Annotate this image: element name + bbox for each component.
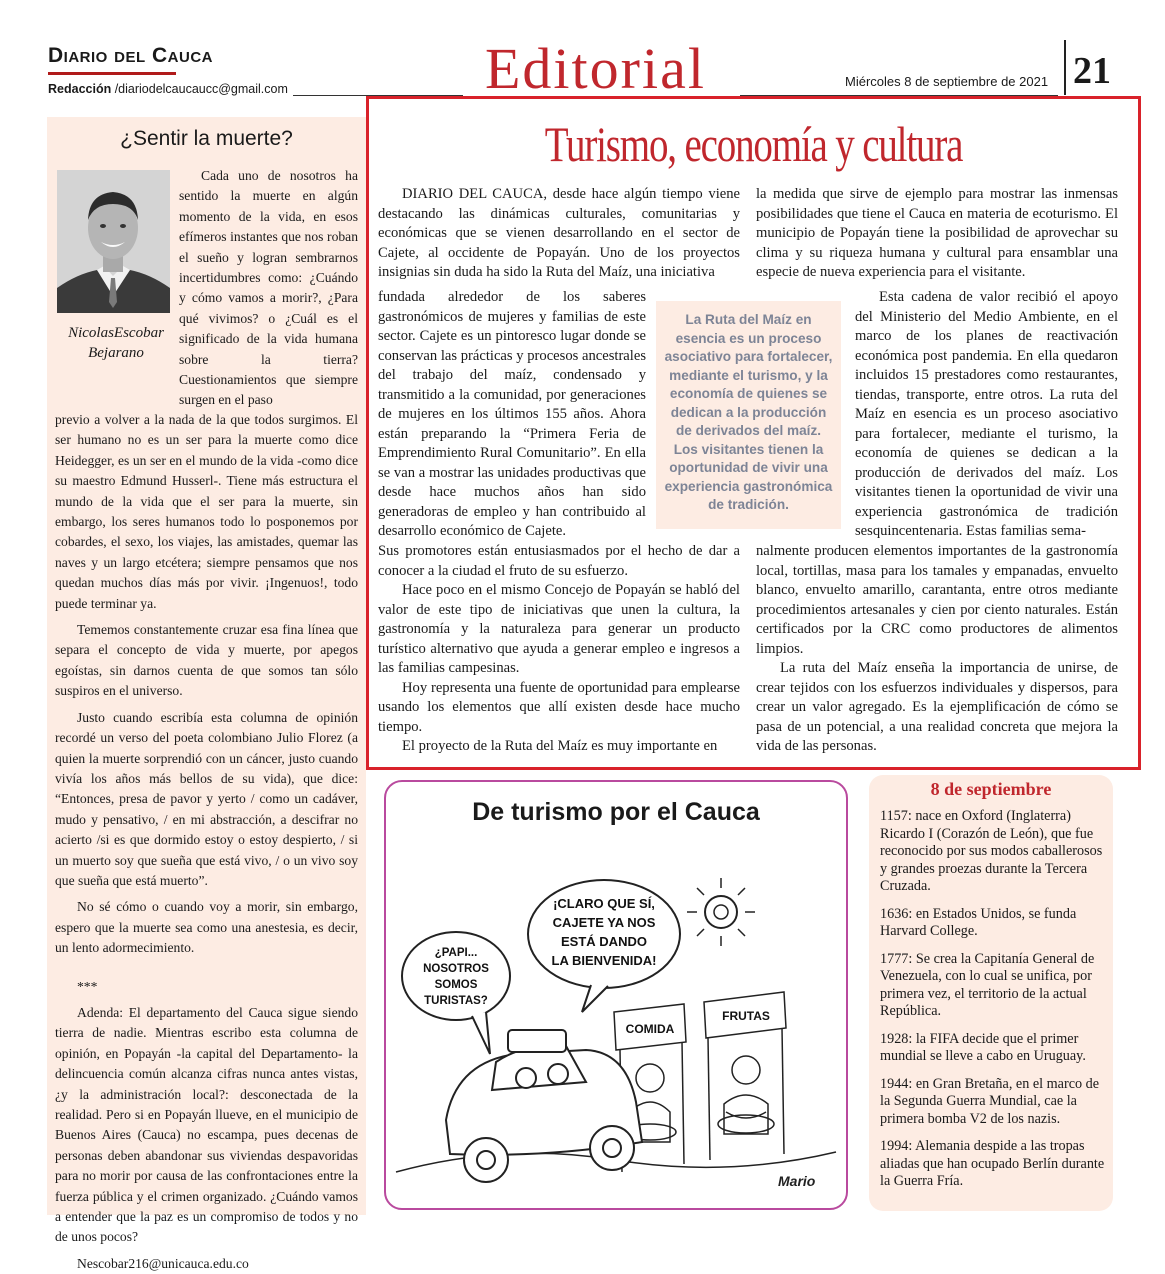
- opinion-paragraph: Justo cuando escribía esta columna de opinión recordé un verso del poeta colombiano Julio Florez (a quien la muerte sorprendió con un cáncer, justo cuando vivía los años más bellos de su vida), que dice: “Entonces, presa de pavor y yerto / como un cadáver, mudo y pensativo, / en mi abstracción, a descifrar no acierto /si es que dormido estoy o estoy despierto, / si un muerto soy que sueña que está vivo, / o un vivo soy que sueña que está muerto”.: [55, 709, 358, 888]
- redaccion-label: Redacción: [48, 82, 112, 96]
- opinion-author: NicolasEscobar Bejarano: [68, 325, 164, 361]
- bubble-left-line: SOMOS: [434, 979, 478, 991]
- redaccion-line: [48, 82, 288, 96]
- editorial-paragraph: nalmente producen elementos importantes de la gastronomía local, tortillas, masa para los tamales y empanadas, envuelto blanco, envuelto amarillo, carantanta, entre otros mediante procedimientos artesanales y cien por ciento naturales. Están certificados por la CRC como productores de alimentos limpios.: [756, 543, 1118, 657]
- publication-date: Miércoles 8 de septiembre de 2021: [845, 74, 1049, 89]
- page-number: 21: [1073, 50, 1111, 92]
- pull-quote: La Ruta del Maíz en esencia es un proceso asociativo para fortalecer, mediante el turismo, y la economía de quienes se dedican a la producción de derivados del maíz. Los visitantes tienen la oportunidad de vivir una experiencia gastronómica de tradición.: [656, 301, 841, 529]
- bubble-left-line: NOSOTROS: [423, 963, 489, 975]
- efemerides-box: [869, 775, 1113, 1211]
- editorial-col1-bottom: [378, 542, 740, 757]
- bubble-left-line: TURISTAS?: [424, 995, 488, 1007]
- editorial-paragraph: la medida que sirve de ejemplo para mostrar las inmensas posibilidades que tiene el Cauca en materia de ecoturismo. El municipio de Popayán tiene la posibilidad de aprovechar su clima y su riqueza humana y cultural para ensamblar una especie de nueva experiencia para el visitante.: [756, 186, 1118, 280]
- editorial-box: [366, 96, 1141, 770]
- opinion-paragraph: Tememos constantemente cruzar esa fina línea que separa el concepto de vida y muerte, por apegos egoístas, sin darnos cuenta de que somos tan sólo suspiros en el universo.: [55, 622, 358, 699]
- opinion-intro: [179, 166, 358, 411]
- cartoon-illustration: [386, 842, 846, 1208]
- efemeride-item: 1157: nace en Oxford (Inglaterra) Ricardo I (Corazón de León), que fue reconocido por sus modos caballerosos y grandes proezas durante la Tercera Cruzada.: [880, 808, 1103, 894]
- redaccion-email[interactable]: /diariodelcaucaucc@gmail.com: [114, 82, 288, 96]
- cartoon-title: De turismo por el Cauca: [472, 798, 760, 826]
- page-number-divider: [1064, 40, 1066, 95]
- sign-comida: COMIDA: [625, 1022, 675, 1036]
- efemeride-item: 1944: en Gran Bretaña, en el marco de la Segunda Guerra Mundial, cae la primera bomba V2 de los nazis.: [880, 1075, 1100, 1127]
- editorial-paragraph: Sus promotores están entusiasmados por el hecho de dar a conocer a la ciudad el fruto de su esfuerzo.: [378, 543, 740, 579]
- separator: ***: [77, 978, 98, 994]
- section-title: Editorial: [485, 40, 706, 96]
- bubble-right-line: ¡CLARO QUE SÍ,: [553, 896, 655, 911]
- editorial-title: Turismo, economía y cultura: [544, 116, 963, 172]
- editorial-col1-top: [378, 185, 740, 283]
- opinion-paragraph: Cada uno de nosotros ha sentido la muerte en algún momento de la vida, en esos efímeros instantes que nos roban el sueño y logran sembrarnos incertidumbres como: ¿Cuándo y cómo vamos a morir?, ¿Para qué vivimos? o ¿Cuál es el significado de la vida humana sobre la tierra? Cuestionamientos que siempre surgen en el paso: [179, 168, 358, 408]
- editorial-paragraph: Hace poco en el mismo Concejo de Popayán se habló del valor de este tipo de iniciativas que unen la cultura, la gastronomía y la naturaleza para generar un producto turístico alternativo que ayuda a generar empleo e ingresos a las familias campesinas.: [378, 582, 740, 676]
- newspaper-name: Diario del Cauca: [48, 44, 213, 67]
- opinion-paragraph: Adenda: El departamento del Cauca sigue siendo tierra de nadie. Mientras escribo esta columna de opinión, en Popayán -la capital del Departamento- la delincuencia común alcanza cifras nunca antes vistas, ¿y la administración local?: desconectada de la realidad. Pero si en Popayán llueve, en el municipio de Buenos Aires (Cauca) no escampa, pues decenas de personas deben abandonar sus viviendas despavoridas para no morir por causa de las confrontaciones entre la fuerza pública y el crimen organizado. ¿Cuándo vamos a entender que la paz es un compromiso de todos y no de unos pocos?: [55, 1004, 358, 1245]
- opinion-body: [55, 410, 358, 1274]
- cartoon-panel: [384, 780, 848, 1210]
- efemerides-title: 8 de septiembre: [930, 779, 1052, 799]
- efemerides-list: [880, 808, 1105, 1201]
- efemeride-item: 1994: Alemania despide a las tropas aliadas que han ocupado Berlín durante la Guerra Fría.: [880, 1138, 1105, 1189]
- bubble-right-line: LA BIENVENIDA!: [551, 953, 657, 968]
- bubble-right-line: ESTÁ DANDO: [561, 934, 647, 949]
- efemeride-item: 1928: la FIFA decide que el primer mundial se lleve a cabo en Uruguay.: [880, 1030, 1086, 1064]
- brand-underline: [48, 72, 176, 75]
- editorial-col2-middle: [855, 288, 1118, 542]
- author-photo: [57, 170, 170, 313]
- editorial-paragraph: fundada alrededor de los saberes gastronómicos de mujeres y familias de este sector. Cajete es un pintoresco lugar donde se conservan las prácticas y procesos ancestrales del trabajo del maíz, condensado y transmitido a la comunidad, por generaciones de mujeres en los últimos 155 años. Ahora están preparando la “Primera Feria de Emprendimiento Rural Comunitario”. En ella se van a mostrar las unidades productivas que desde hace muchos años han sido generadoras de empleo y han contribuido al desarrollo económico de Cajete.: [378, 289, 646, 539]
- editorial-col2-top: [756, 185, 1118, 283]
- bubble-right-line: CAJETE YA NOS: [552, 915, 656, 930]
- editorial-paragraph: El proyecto de la Ruta del Maíz es muy importante en: [402, 738, 718, 754]
- opinion-paragraph: No sé cómo o cuando voy a morir, sin embargo, espero que la muerte sea como una anestesia, es decir, un lento adormecimiento.: [55, 899, 358, 956]
- editorial-col1-middle: [378, 288, 646, 542]
- sign-frutas: FRUTAS: [722, 1009, 770, 1023]
- author-email[interactable]: Nescobar216@unicauca.edu.co: [77, 1255, 249, 1271]
- cartoonist-signature: Mario: [778, 1173, 816, 1189]
- editorial-paragraph: DIARIO DEL CAUCA, desde hace algún tiempo viene destacando las dinámicas culturales, comunitarias y económicas que se vienen desarrollando en el sector de Cajete, al occidente de Popayán. Uno de los proyectos insignias sin duda ha sido la Ruta del Maíz, una iniciativa: [378, 186, 740, 280]
- editorial-paragraph: Hoy representa una fuente de oportunidad para emplearse usando los elementos que allí existen desde hace mucho tiempo.: [378, 679, 740, 735]
- editorial-paragraph: La ruta del Maíz enseña la importancia de unirse, de crear tejidos con los esfuerzos individuales y dispersos, para crear un valor agregado. Es la ejemplificación de cómo se pasa de un potencial, a una realidad concreta que mejora la vida de las personas.: [756, 660, 1118, 754]
- editorial-col2-bottom: [756, 542, 1118, 757]
- opinion-column: [47, 117, 366, 1271]
- bubble-left-line: ¿PAPI...: [434, 947, 478, 959]
- editorial-paragraph: Esta cadena de valor recibió el apoyo del Ministerio del Medio Ambiente, en el marco de los planes de reactivación económica post pandemia. En ella quedaron incluidos 15 prestadores como restaurantes, tiendas, transporte, entre otros. La ruta del Maíz en esencia es un proceso asociativo para fortalecer, mediante el turismo, la economía de quienes se dedican a la producción de derivados del maíz. Los visitantes tienen la oportunidad de vivir una experiencia gastronómica de tradición sesquincentenaria. Estas familias sema-: [855, 289, 1118, 539]
- opinion-title: ¿Sentir la muerte?: [120, 127, 293, 150]
- efemeride-item: 1636: en Estados Unidos, se funda Harvard College.: [880, 905, 1077, 939]
- efemeride-item: 1777: Se crea la Capitanía General de Venezuela, con lo cual se unifica, por primera vez, el territorio de la actual República.: [880, 950, 1095, 1019]
- opinion-paragraph: previo a volver a la nada de la que todos surgimos. El ser humano no es un ser para la muerte como dice Heidegger, es un ser en el mundo de la vida -como dice su maestro Edmund Husserl-. Tiene más estructura el mundo de la vida que el ser para la muerte, sin embargo, los seres humanos todo lo posponemos por cobardes, el sexo, los viajes, las amistades, quemar las naves y un largo etcétera; siempre pensamos que nos quedan muchos días más por vivir. ¡Ingenuos!, todo puede terminar ya.: [55, 412, 358, 611]
